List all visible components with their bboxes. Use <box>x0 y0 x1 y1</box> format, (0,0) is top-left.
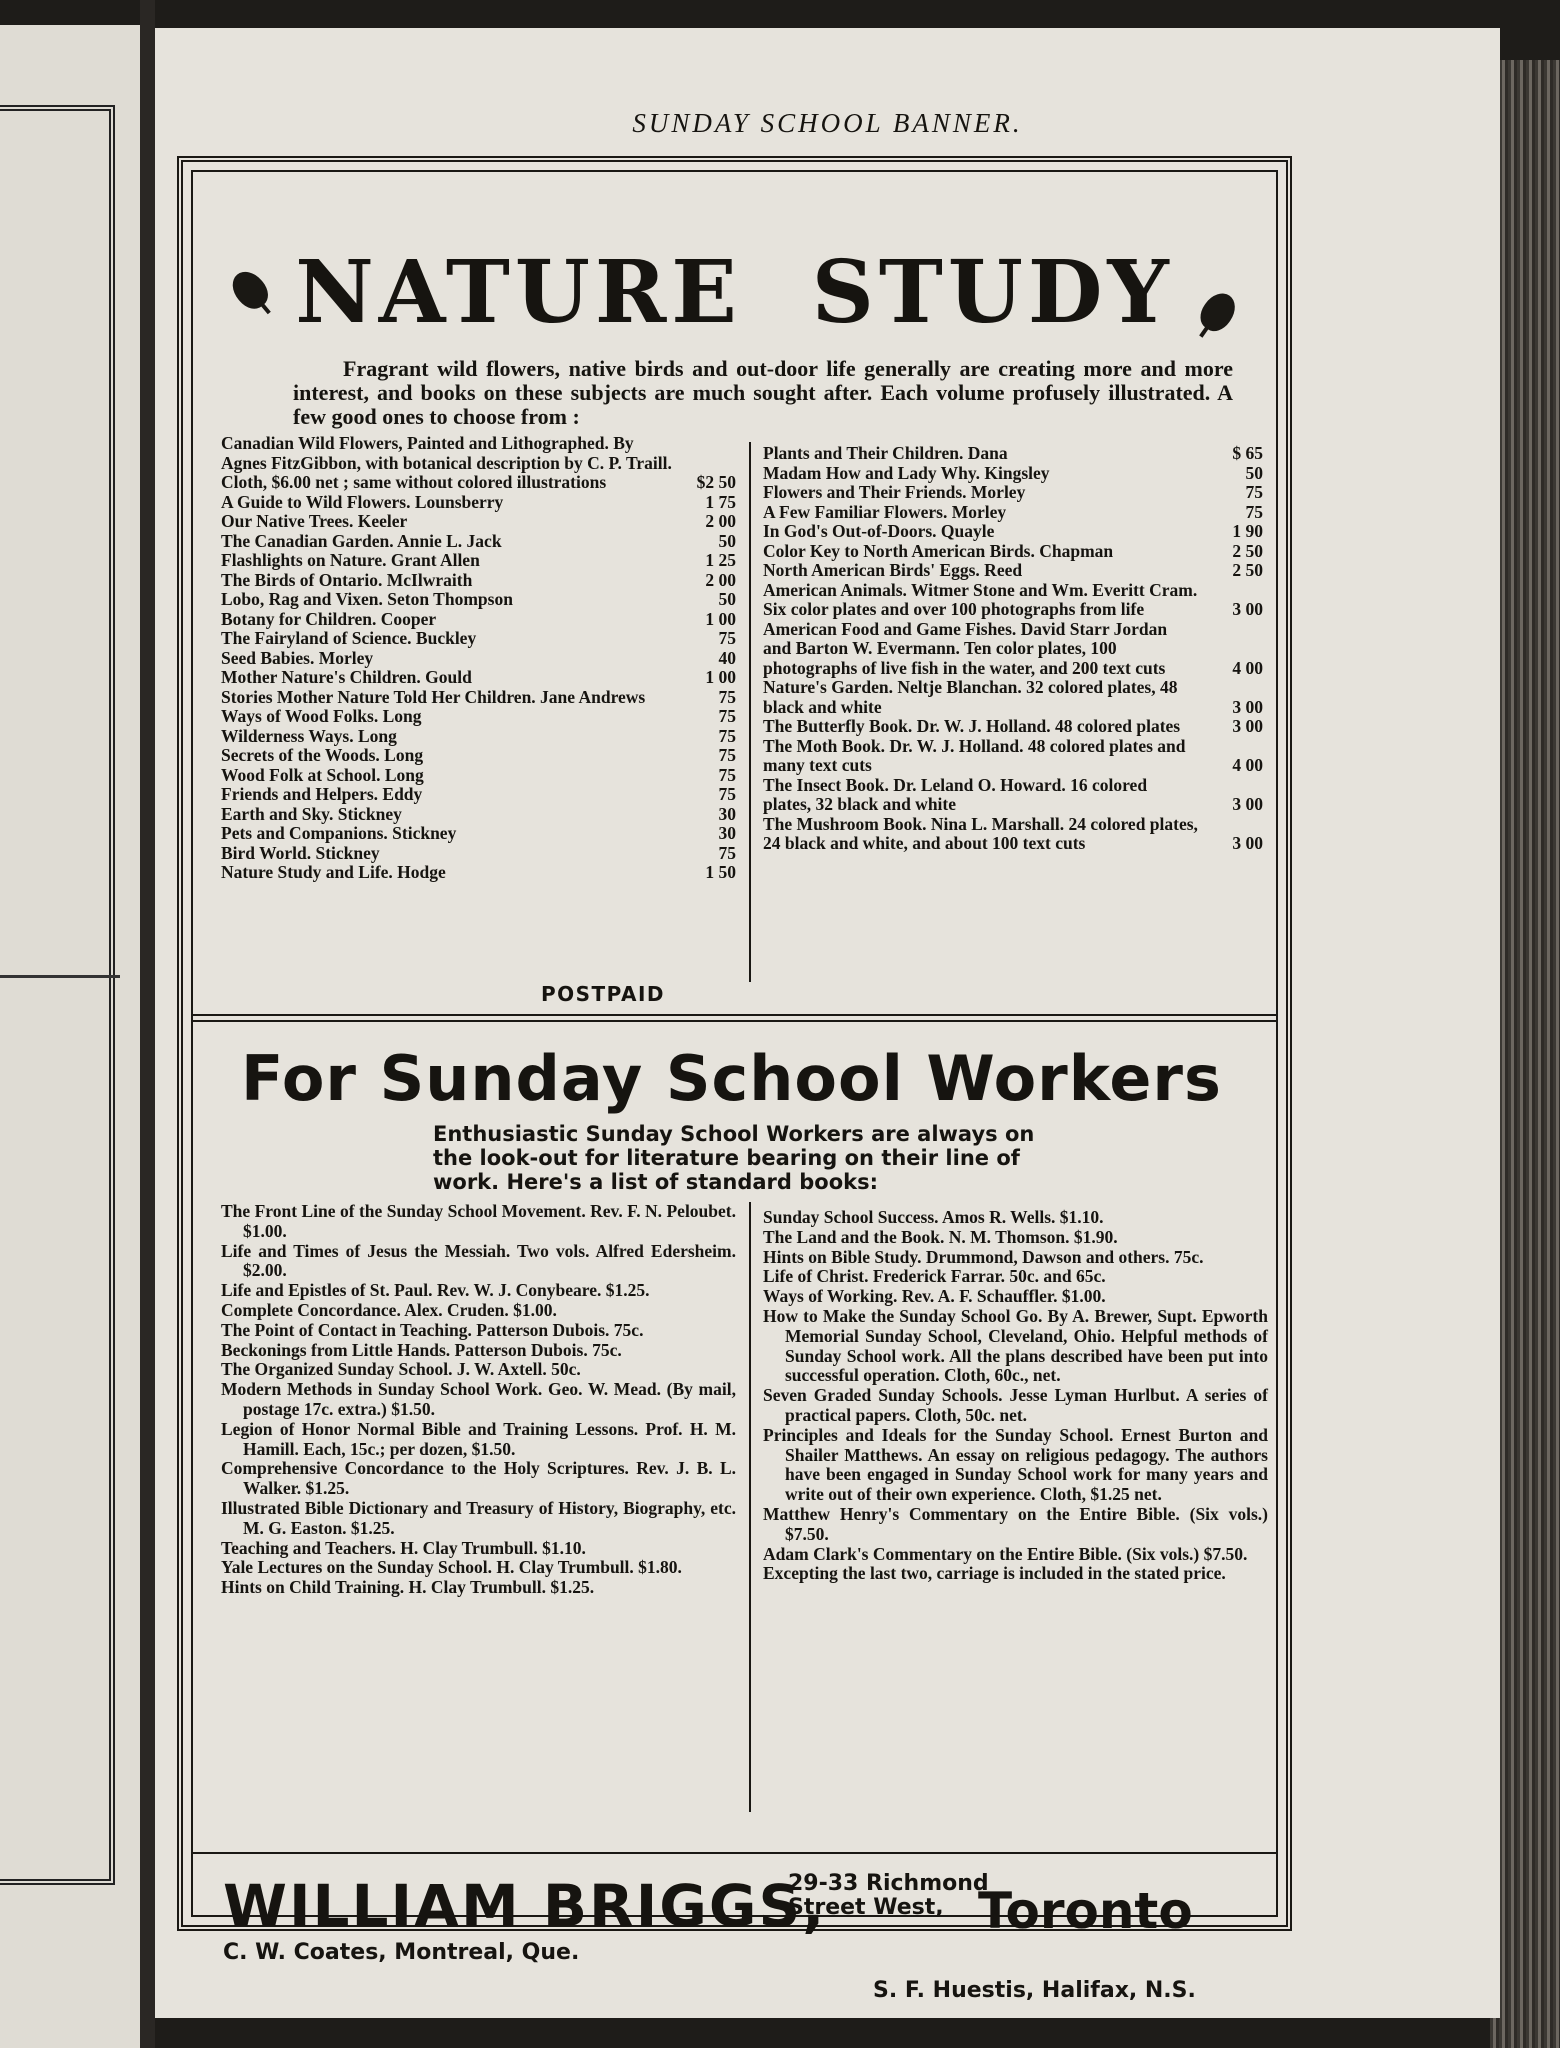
address-line-1: 29-33 Richmond <box>788 1871 989 1896</box>
book-listing: Hints on Child Training. H. Clay Trumbull. $1.25. <box>221 1577 595 1598</box>
book-title: Wood Folk at School. Long <box>221 764 424 785</box>
book-title: Earth and Sky. Stickney <box>221 803 402 824</box>
address-line-2: Street West, <box>788 1895 944 1920</box>
book-price: 75 <box>718 628 736 648</box>
book-price: 75 <box>718 842 736 863</box>
book-price: 4 00 <box>1232 755 1263 775</box>
book-listing: Beckonings from Little Hands. Patterson Dubois. 75c. <box>221 1339 622 1360</box>
book-title: Flashlights on Nature. Grant Allen <box>221 550 480 570</box>
book-price: $ 65 <box>1232 443 1263 463</box>
book-listing <box>221 844 736 864</box>
book-listing <box>221 707 736 727</box>
column-divider-lower <box>749 1202 751 1812</box>
book-title: Flowers and Their Friends. Morley <box>763 482 1026 502</box>
book-price: 50 <box>718 589 736 609</box>
section-divider-top <box>193 1014 1278 1016</box>
book-listing <box>763 464 1263 484</box>
book-listing <box>221 434 736 493</box>
book-price: 3 00 <box>1232 794 1263 814</box>
book-listing: Comprehensive Concordance to the Holy Scriptures. Rev. J. B. L. Walker. $1.25. <box>221 1458 736 1499</box>
book-listing: Principles and Ideals for the Sunday School. Ernest Burton and Shailer Matthews. An essay on religious pedagogy. The authors have been engaged in Sunday School work for many years and write out of their own experience. Cloth, $1.25 net. <box>763 1424 1268 1505</box>
book-listing <box>763 444 1263 464</box>
book-price: 40 <box>718 647 736 668</box>
book-price: 2 00 <box>705 511 736 531</box>
book-listing: Seven Graded Sunday Schools. Jesse Lyman Hurlbut. A series of practical papers. Cloth, 50c. net. <box>763 1385 1268 1425</box>
book-price: 75 <box>718 745 736 765</box>
sunday-school-intro: Enthusiastic Sunday School Workers are always on the look-out for literature bearing on their line of work. Here's a list of standard books: <box>433 1122 1035 1194</box>
book-listing <box>221 493 736 513</box>
book-listing <box>221 649 736 669</box>
footer-divider <box>193 1852 1278 1854</box>
book-listing: The Organized Sunday School. J. W. Axtell. 50c. <box>221 1359 581 1380</box>
book-price: 2 50 <box>1232 540 1263 561</box>
book-listing <box>221 785 736 805</box>
book-listing: Life and Times of Jesus the Messiah. Two vols. Alfred Edersheim. $2.00. <box>221 1240 736 1281</box>
book-title: Botany for Children. Cooper <box>221 608 437 629</box>
running-head: SUNDAY SCHOOL BANNER. <box>632 108 1023 138</box>
column-divider <box>749 442 751 982</box>
publisher-address <box>788 1872 989 1920</box>
publisher-name: WILLIAM BRIGGS, <box>223 1872 827 1940</box>
book-price: 4 00 <box>1232 657 1263 678</box>
book-listing: How to Make the Sunday School Go. By A. Brewer, Supt. Epworth Memorial Sunday School, Cleveland, Ohio. Helpful methods of Sunday School work. All the plans described have been put into successful operation. Cloth, 60c., net. <box>763 1305 1268 1386</box>
book-listing: Excepting the last two, carriage is included in the stated price. <box>763 1563 1226 1584</box>
sunday-school-workers-title: For Sunday School Workers <box>241 1042 1222 1115</box>
book-listing: Complete Concordance. Alex. Cruden. $1.00. <box>221 1299 557 1320</box>
book-listing <box>763 737 1263 776</box>
book-listing <box>763 678 1263 717</box>
montreal-agent: C. W. Coates, Montreal, Que. <box>223 1940 580 1965</box>
book-listing: Illustrated Bible Dictionary and Treasury of History, Biography, etc. M. G. Easton. $1.25. <box>221 1497 736 1538</box>
book-title: Bird World. Stickney <box>221 842 380 863</box>
book-price: 75 <box>718 725 736 746</box>
book-price: 1 00 <box>705 608 736 629</box>
sunday-books-left-column <box>221 1202 736 1598</box>
book-title: The Mushroom Book. Nina L. Marshall. 24 colored plates, 24 black and white, and about 100 text cuts <box>763 813 1198 853</box>
book-title: American Food and Game Fishes. David Starr Jordan and Barton W. Evermann. Ten color plates, 100 photographs of live fish in the water, and 200 text cuts <box>763 618 1168 678</box>
book-listing: The Point of Contact in Teaching. Patterson Dubois. 75c. <box>221 1319 644 1340</box>
book-listing: Legion of Honor Normal Bible and Training Lessons. Prof. H. M. Hamill. Each, 15c.; per dozen, $1.50. <box>221 1418 736 1459</box>
book-listing <box>221 766 736 786</box>
book-price: 3 00 <box>1232 696 1263 717</box>
book-price: 75 <box>1245 482 1263 502</box>
book-price: 1 90 <box>1232 521 1263 541</box>
book-listing: Sunday School Success. Amos R. Wells. $1.10. <box>763 1207 1104 1227</box>
facing-page-edge <box>0 25 140 2048</box>
book-title: In God's Out-of-Doors. Quayle <box>763 521 995 541</box>
book-title: Pets and Companions. Stickney <box>221 823 457 843</box>
book-price: 3 00 <box>1232 716 1263 736</box>
advertisement-frame <box>177 156 1292 2003</box>
book-listing <box>763 483 1263 503</box>
book-listing <box>221 571 736 591</box>
book-listing: Life of Christ. Frederick Farrar. 50c. and 65c. <box>763 1266 1106 1287</box>
book-price: 3 00 <box>1232 599 1263 619</box>
book-listing <box>221 551 736 571</box>
book-price: 30 <box>718 823 736 843</box>
book-price: 75 <box>1245 501 1263 522</box>
nature-books-left-column <box>221 434 736 883</box>
book-price: 2 00 <box>705 569 736 590</box>
nature-study-intro: Fragrant wild flowers, native birds and out-door life generally are creating more and more interest, and books on these subjects are much sought after. Each volume profusely illustrated. A few good ones to choose from : <box>293 356 1233 429</box>
book-listing <box>221 863 736 883</box>
nature-books-right-column <box>763 444 1263 854</box>
book-listing <box>221 668 736 688</box>
book-price: 1 25 <box>705 550 736 570</box>
book-title: Nature's Garden. Neltje Blanchan. 32 colored plates, 48 black and white <box>763 677 1178 717</box>
book-price: 1 75 <box>705 491 736 512</box>
publisher-city: Toronto <box>978 1882 1193 1940</box>
book-price: 30 <box>718 803 736 824</box>
book-title: The Butterfly Book. Dr. W. J. Holland. 48 colored plates <box>763 716 1181 736</box>
postpaid-note: POSTPAID <box>540 982 666 1006</box>
book-price: 50 <box>718 530 736 551</box>
book-title: Lobo, Rag and Vixen. Seton Thompson <box>221 589 513 609</box>
book-price: $2 50 <box>696 472 736 492</box>
book-title: A Few Familiar Flowers. Morley <box>763 501 1007 522</box>
book-title: Seed Babies. Morley <box>221 647 374 668</box>
book-title: Stories Mother Nature Told Her Children. Jane Andrews <box>221 686 646 707</box>
book-title: American Animals. Witmer Stone and Wm. Everitt Cram. Six color plates and over 100 photographs from life <box>763 579 1198 619</box>
sunday-books-right-column <box>763 1208 1268 1584</box>
book-title: North American Birds' Eggs. Reed <box>763 560 1023 580</box>
book-listing <box>763 581 1263 620</box>
book-title: Secrets of the Woods. Long <box>221 745 424 765</box>
book-listing <box>221 805 736 825</box>
book-listing: Hints on Bible Study. Drummond, Dawson and others. 75c. <box>763 1246 1204 1267</box>
book-price: 75 <box>718 686 736 707</box>
book-title: Our Native Trees. Keeler <box>221 511 408 531</box>
book-title: Ways of Wood Folks. Long <box>221 706 422 726</box>
book-listing: Yale Lectures on the Sunday School. H. Clay Trumbull. $1.80. <box>221 1557 682 1578</box>
book-title: Nature Study and Life. Hodge <box>221 862 446 882</box>
book-title: The Moth Book. Dr. W. J. Holland. 48 colored plates and many text cuts <box>763 735 1186 775</box>
book-price: 3 00 <box>1232 833 1263 853</box>
magazine-page <box>155 28 1500 2018</box>
book-price: 50 <box>1245 462 1263 483</box>
advertisement-inner-frame <box>191 170 1278 2003</box>
book-listing <box>221 688 736 708</box>
book-listing: Adam Clark's Commentary on the Entire Bible. (Six vols.) $7.50. <box>763 1543 1248 1564</box>
book-title: Mother Nature's Children. Gould <box>221 667 472 687</box>
book-listing <box>221 590 736 610</box>
book-listing <box>763 620 1263 679</box>
book-price: 2 50 <box>1232 560 1263 580</box>
book-price: 75 <box>718 784 736 804</box>
halifax-agent: S. F. Huestis, Halifax, N.S. <box>873 1978 1196 2003</box>
book-listing <box>221 512 736 532</box>
book-title: The Canadian Garden. Annie L. Jack <box>221 530 502 551</box>
nature-study-title: NATURE STUDY <box>295 242 1174 343</box>
facing-page-frame <box>0 105 115 1885</box>
book-listing <box>763 561 1263 581</box>
book-listing: Matthew Henry's Commentary on the Entire Bible. (Six vols.) $7.50. <box>763 1503 1268 1544</box>
book-title: The Birds of Ontario. McIlwraith <box>221 569 473 590</box>
book-title: Madam How and Lady Why. Kingsley <box>763 462 1050 483</box>
book-title: Plants and Their Children. Dana <box>763 443 1008 463</box>
facing-page-rule <box>0 975 120 978</box>
book-title: Friends and Helpers. Eddy <box>221 784 423 804</box>
section-divider-bottom <box>193 1020 1278 1022</box>
book-listing: The Land and the Book. N. M. Thomson. $1.90. <box>763 1226 1118 1247</box>
book-listing <box>221 824 736 844</box>
book-listing <box>763 542 1263 562</box>
book-listing <box>221 532 736 552</box>
book-listing <box>763 522 1263 542</box>
book-title: Canadian Wild Flowers, Painted and Lithographed. By Agnes FitzGibbon, with botanical description by C. P. Traill. Cloth, $6.00 net ; same without colored illustrations <box>221 433 672 492</box>
book-gutter <box>140 0 155 2048</box>
book-listing <box>763 815 1263 854</box>
book-title: The Insect Book. Dr. Leland O. Howard. 16 colored plates, 32 black and white <box>763 774 1148 814</box>
book-listing <box>221 746 736 766</box>
book-listing <box>763 776 1263 815</box>
book-listing: Life and Epistles of St. Paul. Rev. W. J. Conybeare. $1.25. <box>221 1280 650 1301</box>
book-listing <box>221 610 736 630</box>
book-title: Color Key to North American Birds. Chapman <box>763 540 1114 561</box>
book-price: 75 <box>718 764 736 785</box>
book-title: The Fairyland of Science. Buckley <box>221 628 477 648</box>
book-listing: Ways of Working. Rev. A. F. Schauffler. $1.00. <box>763 1286 1106 1307</box>
book-listing <box>763 503 1263 523</box>
book-title: Wilderness Ways. Long <box>221 725 397 746</box>
book-listing: Teaching and Teachers. H. Clay Trumbull. $1.10. <box>221 1537 586 1558</box>
book-listing: The Front Line of the Sunday School Movement. Rev. F. N. Peloubet. $1.00. <box>221 1201 736 1241</box>
book-title: A Guide to Wild Flowers. Lounsberry <box>221 491 504 512</box>
book-price: 1 50 <box>705 862 736 882</box>
book-price: 75 <box>718 706 736 726</box>
book-price: 1 00 <box>705 667 736 687</box>
book-listing: Modern Methods in Sunday School Work. Geo. W. Mead. (By mail, postage 17c. extra.) $1.50. <box>221 1379 736 1419</box>
book-listing <box>221 727 736 747</box>
book-listing <box>763 717 1263 737</box>
page-stack-edge <box>1490 60 1560 2048</box>
book-listing <box>221 629 736 649</box>
